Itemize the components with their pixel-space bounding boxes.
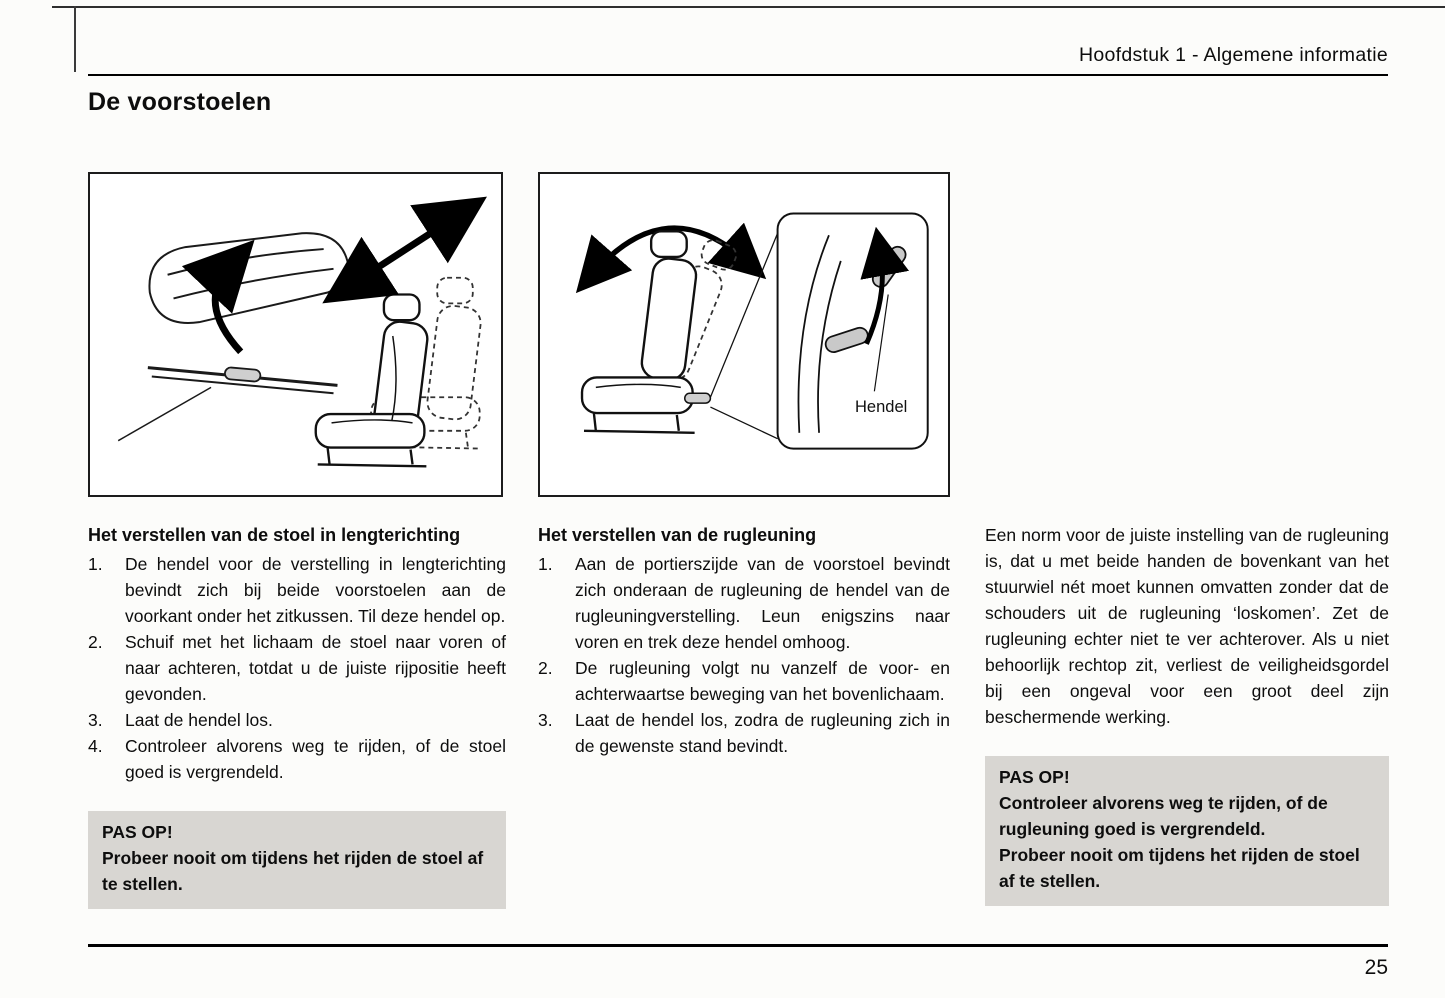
advice-paragraph: Een norm voor de juiste instelling van de rugleuning is, dat u met beide handen de bovenkant van het stuurwiel nét moet kunnen omvatten zonder dat de schouders uit de rugleuning ‘loskomen’. Zet de rugleuning echter niet te ver achterover. Als u niet behoorlijk rechtop zit, verliest de veiligheidsgordel bij een ongeval voor een groot deel zijn beschermende werking. xyxy=(985,525,1389,727)
list-item-text: De rugleuning volgt nu vanzelf de voor- en achterwaartse beweging van het bovenlichaam. xyxy=(575,658,950,704)
list-item-number: 3. xyxy=(538,710,553,730)
scan-corner-artifact xyxy=(74,6,76,72)
list-item-number: 2. xyxy=(88,632,103,652)
header-rule xyxy=(88,74,1388,76)
numbered-list xyxy=(538,551,950,759)
list-item xyxy=(538,707,950,759)
figure-seat-recline xyxy=(538,172,950,497)
seat-recline-illustration xyxy=(540,174,948,495)
list-item xyxy=(538,655,950,707)
list-item-text: Laat de hendel los, zodra de rugleuning zich in de gewenste stand bevindt. xyxy=(575,710,950,756)
numbered-list xyxy=(88,551,506,785)
warning-title: PAS OP! xyxy=(999,767,1070,787)
list-item xyxy=(538,551,950,655)
list-item xyxy=(88,733,506,785)
section-heading: Het verstellen van de rugleuning xyxy=(538,525,817,545)
list-item xyxy=(88,629,506,707)
section-length-adjustment xyxy=(88,522,506,909)
leader-line xyxy=(118,387,211,440)
warning-title: PAS OP! xyxy=(102,822,173,842)
list-item-text: Controleer alvorens weg te rijden, of de stoel goed is vergrendeld. xyxy=(125,736,506,782)
seat-cushion-icon xyxy=(149,233,348,323)
warning-text: Controleer alvorens weg te rijden, of de rugleuning goed is vergrendeld. xyxy=(999,793,1328,839)
section-backrest-adjustment xyxy=(538,522,950,759)
list-item-number: 1. xyxy=(538,554,553,574)
leader-line xyxy=(710,407,777,439)
warning-text: Probeer nooit om tijdens het rijden de stoel af te stellen. xyxy=(999,845,1360,891)
list-item-text: Aan de portierszijde van de voorstoel bevindt zich onderaan de rugleuning de hendel van de rugleuningverstelling. Leun enigszins naar voren en trek deze hendel omhoog. xyxy=(575,554,950,652)
list-item-text: De hendel voor de verstelling in lengterichting bevindt zich bij beide voorstoelen aan de voorkant onder het zitkussen. Til deze hendel op. xyxy=(125,554,506,626)
list-item-text: Laat de hendel los. xyxy=(125,710,273,730)
warning-box xyxy=(985,756,1389,906)
section-backrest-advice xyxy=(985,522,1389,906)
scan-edge-artifact xyxy=(52,6,1445,8)
section-heading: Het verstellen van de stoel in lengterichting xyxy=(88,525,461,545)
warning-text: Probeer nooit om tijdens het rijden de stoel af te stellen. xyxy=(102,848,484,894)
lever-label: Hendel xyxy=(855,398,908,416)
warning-box xyxy=(88,811,506,909)
list-item xyxy=(88,707,506,733)
list-item-number: 3. xyxy=(88,710,103,730)
page-title: De voorstoelen xyxy=(88,88,272,116)
slide-arrow-icon xyxy=(351,215,458,284)
figure-seat-slide xyxy=(88,172,503,497)
footer-rule xyxy=(88,944,1388,947)
chapter-header: Hoofdstuk 1 - Algemene informatie xyxy=(1078,44,1388,66)
list-item xyxy=(88,551,506,629)
seat-slide-illustration xyxy=(90,174,501,495)
page-number: 25 xyxy=(1364,956,1388,979)
seat-icon xyxy=(316,294,429,466)
list-item-number: 4. xyxy=(88,736,103,756)
list-item-text: Schuif met het lichaam de stoel naar voren of naar achteren, totdat u de juiste rijpositie heeft gevonden. xyxy=(125,632,506,704)
slide-rail-icon xyxy=(148,367,338,393)
list-item-number: 1. xyxy=(88,554,103,574)
list-item-number: 2. xyxy=(538,658,553,678)
